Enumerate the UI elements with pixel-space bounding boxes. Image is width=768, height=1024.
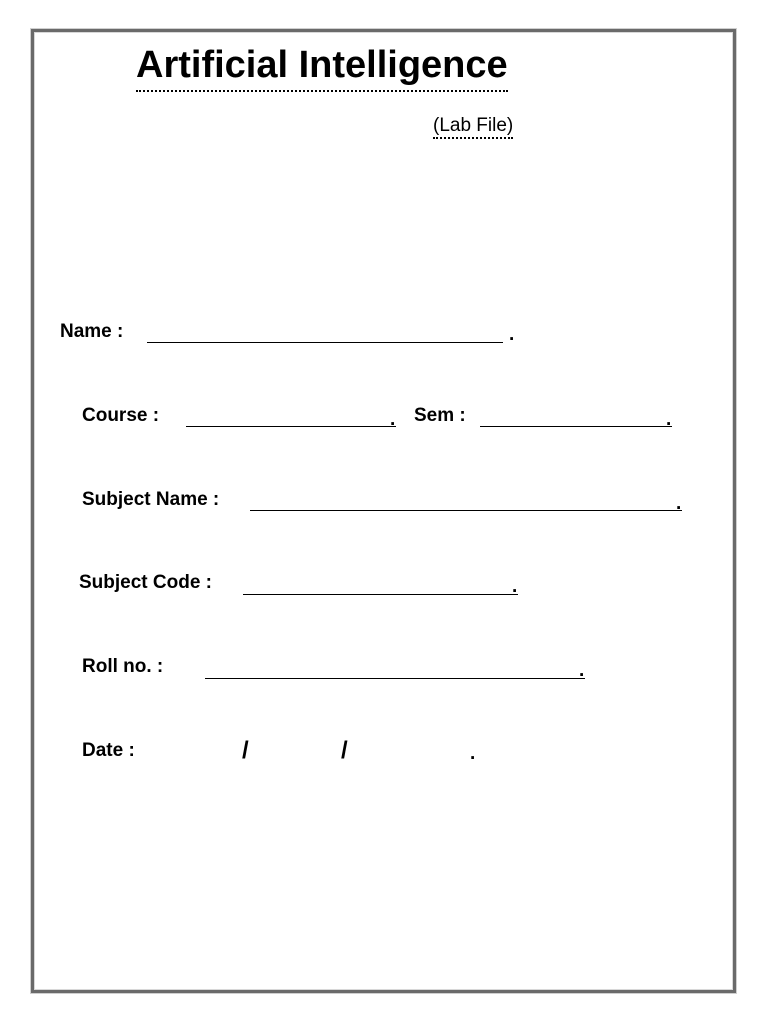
name-field-end: .: [509, 324, 515, 345]
subject-code-field[interactable]: [243, 594, 518, 595]
subject-code-label: Subject Code :: [79, 572, 213, 593]
name-label: Name :: [60, 321, 124, 342]
roll-no-label: Roll no. :: [82, 656, 164, 677]
sem-field-end: .: [666, 409, 672, 430]
sem-label: Sem :: [414, 405, 466, 426]
subject-name-label: Subject Name :: [82, 489, 220, 510]
date-field-end: .: [470, 743, 476, 764]
date-separator-day-month: /: [242, 737, 249, 764]
document-title: Artificial Intelligence: [136, 46, 508, 92]
roll-no-field-end: .: [579, 660, 585, 681]
page-border: [31, 29, 736, 993]
course-label: Course :: [82, 405, 160, 426]
document-subtitle: (Lab File): [433, 115, 513, 139]
subject-name-field-end: .: [676, 493, 682, 514]
date-label: Date :: [82, 740, 135, 761]
sem-field[interactable]: [480, 426, 672, 427]
name-field[interactable]: [147, 342, 503, 343]
subject-code-field-end: .: [512, 576, 518, 597]
course-field-end: .: [390, 409, 396, 430]
subject-name-field[interactable]: [250, 510, 682, 511]
roll-no-field[interactable]: [205, 678, 585, 679]
course-field[interactable]: [186, 426, 396, 427]
date-separator-month-year: /: [341, 737, 348, 764]
